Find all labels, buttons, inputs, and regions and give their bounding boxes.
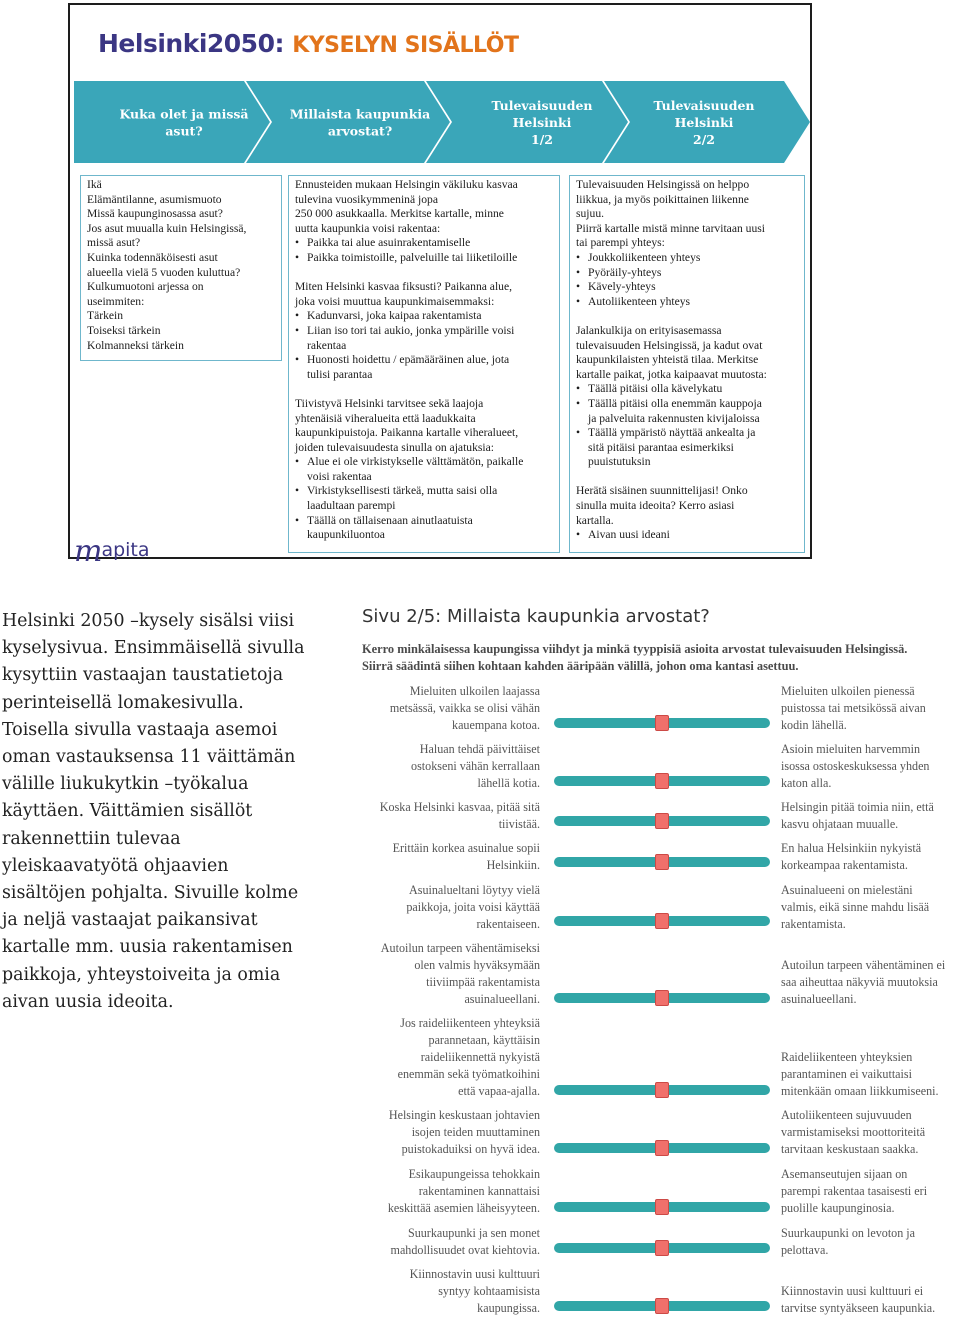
box-line: Kulkumuotoni arjessa on [87, 280, 204, 294]
survey-contents-figure [68, 3, 812, 569]
label-line: parempi rakentaa tasaisesti eri [781, 1184, 928, 1198]
step-label: Millaista kaupunkia [289, 106, 431, 122]
statement-right-label [781, 1166, 927, 1217]
box-line: useimmiten: [87, 294, 145, 308]
statement-right-label [781, 1049, 939, 1100]
opinion-slider[interactable] [554, 1243, 770, 1253]
paragraph-line: yleiskaavatyötä ohjaavien [2, 855, 229, 876]
opinion-slider[interactable] [554, 857, 770, 867]
slider-handle[interactable] [655, 854, 669, 870]
step3-content-box [569, 175, 805, 553]
step-label: Kuka olet ja missä [119, 106, 249, 122]
slider-handle[interactable] [655, 715, 669, 731]
opinion-slider[interactable] [554, 718, 770, 728]
box-line: rakentaa [307, 338, 347, 352]
label-line: syntyy kohtaamisista [438, 1284, 540, 1298]
label-line: kodin lähellä. [781, 718, 847, 732]
box-line: voisi rakentaa [307, 469, 372, 483]
label-line: raideliikennettä nykyistä [420, 1050, 540, 1064]
label-line: Helsingin pitää toimia niin, että [781, 800, 934, 814]
mapita-logo: mapita [74, 534, 150, 569]
spacer [576, 470, 800, 485]
instruction-line: Siirrä säädintä siihen kohtaan kahden ääripään välillä, johon oma kantasi asettuu. [362, 659, 799, 673]
slider-handle[interactable] [655, 1240, 669, 1256]
bullet-item: • Liian iso tori tai aukio, jonka ympärille voisi [295, 324, 555, 339]
box-line: laadultaan parempi [307, 499, 396, 513]
slider-handle[interactable] [655, 913, 669, 929]
box-line: sujuu. [576, 207, 605, 221]
label-line: Koska Helsinki kasvaa, pitää sitä [379, 800, 540, 814]
opinion-slider[interactable] [554, 1085, 770, 1095]
label-line: rakentaiseen. [476, 917, 540, 931]
bullet-item: • Paikka toimistoille, palveluille tai liiketiloille [295, 251, 555, 266]
statement-right-label [781, 957, 945, 1008]
label-line: tarvitaan keskustaan saakka. [781, 1142, 919, 1156]
statement-right-label [781, 741, 929, 792]
slider-handle[interactable] [655, 813, 669, 829]
survey-instructions [362, 641, 907, 675]
paragraph-line: sisältöjen pohjalta. Sivuille kolme [2, 883, 299, 904]
label-line: kauempana kotoa. [452, 718, 540, 732]
bullet-item: • Kävely-yhteys [576, 280, 800, 295]
bullet-item: • Huonosti hoidettu / epämääräinen alue, jota [295, 353, 555, 368]
statement-left-label [398, 1015, 540, 1100]
label-line: tarvitse syntyäkseen kaupunkia. [781, 1301, 936, 1315]
box-line: Ikä [87, 178, 102, 191]
box-line: uutta kaupunkia voisi rakentaa: [295, 221, 441, 235]
statement-right-label [781, 799, 934, 833]
statement-left-label [391, 1225, 540, 1259]
paragraph-line: aivan uusia ideoita. [2, 991, 174, 1012]
label-line: Erittäin korkea asuinalue sopii [392, 841, 540, 855]
step1-content-box [80, 175, 282, 361]
label-line: lähellä kotia. [477, 776, 540, 790]
step-label: Helsinki [512, 115, 572, 130]
box-line: kartalle paikat, jotka kaipaavat muutosta: [576, 367, 767, 381]
step-label: Tulevaisuuden [491, 98, 593, 113]
spacer [295, 266, 555, 281]
statement-left-label [410, 1266, 540, 1317]
box-line: sitä pitäisi parantaa esimerkiksi [588, 440, 734, 454]
label-line: puolille kaupunginosia. [781, 1201, 895, 1215]
statement-left-label [381, 940, 540, 1008]
box-line: yhtenäisiä viheralueita että laadukkaita [295, 411, 476, 425]
box-line: sinulla muita ideoita? Kerro asiasi [576, 499, 735, 513]
bullet-item: • Täällä ympäristö näyttää ankealta ja [576, 426, 800, 441]
label-line: Asuinalueeni on mielestäni [781, 883, 913, 897]
box-line: Tärkein [87, 309, 124, 323]
spacer [576, 309, 800, 324]
paragraph-line: käyttäen. Väittämien sisällöt [2, 801, 253, 822]
box-line: Jos asut muualla kuin Helsingissä, [87, 221, 247, 235]
box-line: Ennusteiden mukaan Helsingin väkiluku kasvaa [295, 178, 518, 191]
statement-right-label [781, 840, 921, 874]
statement-left-label [393, 840, 540, 874]
label-line: valmis, eikä sinne mahdu lisää [781, 900, 930, 914]
box-line: tulevina vuosikymmeninä jopa [295, 192, 438, 206]
label-line: Raideliikenteen yhteyksien [781, 1050, 913, 1064]
paragraph-line: rakennettiin tulevaa [2, 828, 181, 849]
statement-left-label [380, 799, 540, 833]
statement-right-label [781, 882, 929, 933]
figure-title-project: Helsinki2050: [98, 29, 284, 58]
step-label: asut? [165, 123, 203, 139]
box-line: ja palveluita rakennusten kivijaloissa [588, 411, 760, 425]
label-line: paikkoja, joita voisi käyttää [406, 900, 540, 914]
figure-title [98, 29, 519, 58]
slider-handle[interactable] [655, 773, 669, 789]
box-line: Jalankulkija on erityisasemassa [576, 323, 722, 337]
box-line: Elämäntilanne, asumismuoto [87, 192, 222, 206]
paragraph-line: välille liukukytkin –työkalua [2, 774, 249, 795]
box-line: kartalla. [576, 513, 614, 527]
label-line: rakentaminen kannattaisi [418, 1184, 540, 1198]
slider-handle[interactable] [655, 1298, 669, 1314]
opinion-slider[interactable] [554, 1301, 770, 1311]
label-line: asuinalueellani. [781, 992, 857, 1006]
box-line: tulevaisuuden Helsingissä, ja kadut ovat [576, 338, 763, 352]
label-line: Kiinnostavin uusi kulttuuri [409, 1267, 540, 1281]
label-line: keskittää asemien läheisyyteen. [387, 1201, 540, 1215]
step-chevron [74, 81, 270, 163]
statement-left-label [411, 741, 540, 792]
label-line: tiiviimpää rakentamista [426, 975, 540, 989]
step2-content-box [288, 175, 560, 553]
bullet-item: • Täällä pitäisi olla enemmän kauppoja [576, 397, 800, 412]
box-line: Herätä sisäinen suunnittelijasi! Onko [576, 484, 748, 498]
label-line: Asuinalueltani löytyy vielä [409, 883, 540, 897]
label-line: saa aiheuttaa näkyviä muutoksia [781, 975, 938, 989]
label-line: olen valmis hyväksymään [414, 958, 540, 972]
survey-steps-chevrons [74, 81, 810, 163]
box-line: Piirrä kartalle mistä minne tarvitaan uusi [576, 221, 765, 235]
step-label: Helsinki [674, 115, 734, 130]
paragraph-line: paikkoja, yhteystoiveita ja omia [2, 964, 281, 985]
bullet-item: • Täällä pitäisi olla kävelykatu [576, 382, 800, 397]
box-line: Kolmanneksi tärkein [87, 338, 184, 352]
box-line: joka voisi muuttua kaupunkimaisemmaksi: [295, 294, 495, 308]
box-line: Toiseksi tärkein [87, 323, 161, 337]
slider-handle[interactable] [655, 1199, 669, 1215]
paragraph-line: kartalle mm. uusia rakentamisen [2, 937, 293, 958]
slider-handle[interactable] [655, 1140, 669, 1156]
label-line: enemmän sekä työmatkoihini [397, 1067, 540, 1081]
label-line: Autoilun tarpeen vähentämiseksi [380, 941, 540, 955]
bullet-item: • Joukkoliikenteen yhteys [576, 251, 800, 266]
box-line: kaupunkipuistoja. Paikanna kartalle viheralueet, [295, 426, 519, 440]
survey-page-heading: Sivu 2/5: Millaista kaupunkia arvostat? [362, 606, 710, 627]
label-line: kaupungissa. [477, 1301, 540, 1315]
opinion-slider[interactable] [554, 776, 770, 786]
box-line: liikkua, ja myös poikittainen liikenne [576, 192, 749, 206]
label-line: metsässä, vaikka se olisi vähän [389, 701, 540, 715]
paragraph-line: kyselysivua. Ensimmäisellä sivulla [2, 638, 305, 659]
label-line: pelottava. [781, 1243, 829, 1257]
label-line: korkeampaa rakentamista. [781, 858, 908, 872]
box-line: Tulevaisuuden Helsingissä on helppo [576, 178, 750, 191]
bullet-item: • Kadunvarsi, joka kaipaa rakentamista [295, 309, 555, 324]
paragraph-line: perinteisellä lomakesivulla. [2, 692, 244, 713]
label-line: varmistamiseksi moottoriteitä [781, 1125, 926, 1139]
box-line: Tiivistyvä Helsinki tarvitsee sekä laajoja [295, 396, 484, 410]
paragraph-line: kysyttiin vastaajan taustatietoja [2, 665, 284, 686]
box-line: tai parempi yhteys: [576, 236, 665, 250]
box-line: missä asut? [87, 236, 141, 250]
statement-right-label [781, 1107, 925, 1158]
statement-right-label [781, 1283, 935, 1317]
box-line: Miten Helsinki kasvaa fiksusti? Paikanna alue, [295, 280, 513, 294]
box-line: Kuinka todennäköisesti asut [87, 250, 218, 264]
statement-left-label [390, 683, 540, 734]
statement-right-label [781, 683, 926, 734]
logo-text: apita [101, 539, 150, 561]
label-line: parantaminen ei vaikuttaisi [781, 1067, 912, 1081]
opinion-slider[interactable] [554, 916, 770, 926]
box-line: alueella vielä 5 vuoden kuluttua? [87, 265, 241, 279]
slider-handle[interactable] [655, 990, 669, 1006]
box-line: kaupunkilaisten yhteistä tilaa. Merkitse [576, 353, 759, 367]
label-line: Mieluiten ulkoilen laajassa [409, 684, 540, 698]
opinion-slider[interactable] [554, 993, 770, 1003]
label-line: Asemanseutujen sijaan on [781, 1167, 908, 1181]
box-line: puuistutuksin [588, 455, 651, 469]
label-line: Asioin mieluiten harvemmin [781, 742, 921, 756]
spacer [295, 382, 555, 397]
label-line: Autoliikenteen sujuvuuden [781, 1108, 912, 1122]
label-line: mahdollisuudet ovat kiehtovia. [390, 1243, 540, 1257]
box-line: joiden tulevaisuudesta sinulla on ajatuksia: [295, 440, 494, 454]
step-label: 1/2 [531, 132, 553, 147]
label-line: ostokseni vähän kerrallaan [411, 759, 540, 773]
bullet-item: • Aivan uusi ideani [576, 528, 800, 543]
opinion-slider[interactable] [554, 1202, 770, 1212]
statement-right-label [781, 1225, 915, 1259]
label-line: isossa ostoskeskuksessa yhden [781, 759, 930, 773]
statement-left-label [406, 882, 540, 933]
label-line: Suurkaupunki on levoton ja [781, 1226, 916, 1240]
label-line: tiivistää. [498, 817, 540, 831]
label-line: rakentamista. [781, 917, 846, 931]
slider-handle[interactable] [655, 1082, 669, 1098]
label-line: että vapaa-ajalla. [458, 1084, 540, 1098]
paragraph-line: Toisella sivulla vastaaja asemoi [2, 719, 278, 740]
paragraph-line: oman vastauksensa 11 väittämän [2, 747, 296, 768]
label-line: Mieluiten ulkoilen pienessä [781, 684, 915, 698]
bullet-item: • Alue ei ole virkistykselle välttämätön, paikalle [295, 455, 555, 470]
bullet-item: • Täällä on tällaisenaan ainutlaatuista [295, 514, 555, 529]
label-line: Suurkaupunki ja sen monet [407, 1226, 540, 1240]
label-line: Esikaupungeissa tehokkain [408, 1167, 540, 1181]
box-line: Missä kaupunginosassa asut? [87, 207, 223, 221]
label-line: Haluan tehdä päivittäiset [419, 742, 540, 756]
paragraph-line: ja neljä vastaajat paikansivat [2, 910, 258, 931]
bullet-item: • Pyöräily-yhteys [576, 266, 800, 281]
bullet-item: • Virkistyksellisesti tärkeä, mutta saisi olla [295, 484, 555, 499]
label-line: Kiinnostavin uusi kulttuuri ei [781, 1284, 924, 1298]
label-line: Helsinkiin. [486, 858, 540, 872]
opinion-slider[interactable] [554, 816, 770, 826]
label-line: parannetaan, käyttäisin [428, 1033, 540, 1047]
bullet-item: • Autoliikenteen yhteys [576, 295, 800, 310]
bullet-item: • Paikka tai alue asuinrakentamiselle [295, 236, 555, 251]
box-line: 250 000 asukkaalla. Merkitse kartalle, minne [295, 207, 504, 221]
label-line: isojen teiden muuttaminen [411, 1125, 540, 1139]
label-line: Autoilun tarpeen vähentäminen ei [781, 958, 946, 972]
step-chevron [246, 81, 450, 163]
body-paragraph [2, 608, 347, 1016]
instruction-line: Kerro minkälaisessa kaupungissa viihdyt ja minkä tyyppisiä asioita arvostat tulevaisuuden Helsingissä. [362, 642, 908, 656]
label-line: puistossa tai metsikössä aivan [781, 701, 926, 715]
statement-left-label [389, 1107, 540, 1158]
step-label: 2/2 [693, 132, 715, 147]
label-line: Helsingin keskustaan johtavien [388, 1108, 540, 1122]
statement-left-label [388, 1166, 540, 1217]
label-line: En halua Helsinkiin nykyistä [781, 841, 922, 855]
box-line: kaupunkiluontoa [307, 528, 385, 542]
label-line: katon alla. [781, 776, 832, 790]
label-line: kasvu ohjataan muualle. [781, 817, 899, 831]
opinion-slider[interactable] [554, 1143, 770, 1153]
label-line: Jos raideliikenteen yhteyksiä [400, 1016, 540, 1030]
label-line: mitenkään omaan liikkumiseeni. [781, 1084, 939, 1098]
label-line: puistokaduiksi on hyvä idea. [401, 1142, 540, 1156]
step-label: arvostat? [327, 123, 393, 139]
step-label: Tulevaisuuden [653, 98, 755, 113]
paragraph-line: Helsinki 2050 –kysely sisälsi viisi [2, 611, 295, 631]
box-line: tulisi parantaa [307, 367, 373, 381]
label-line: asuinalueellani. [464, 992, 540, 1006]
figure-title-subject: KYSELYN SISÄLLÖT [292, 33, 519, 58]
